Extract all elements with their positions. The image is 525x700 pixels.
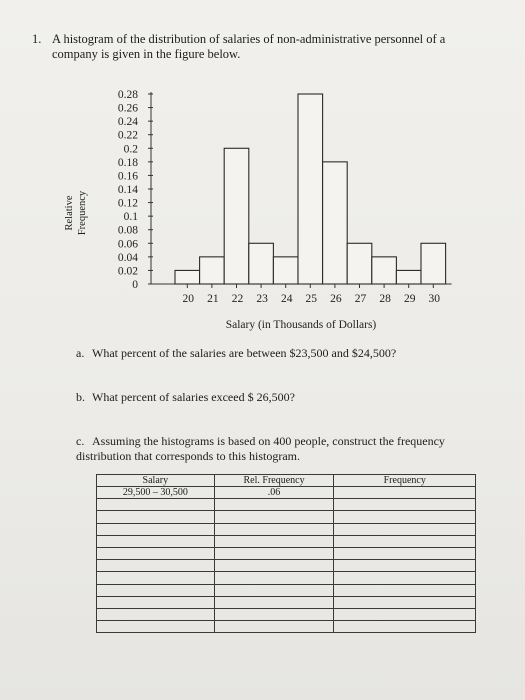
y-tick-label: 0.2 [123,143,138,156]
table-cell [214,511,334,523]
x-tick-label: 30 [428,293,441,305]
table-cell [214,596,334,608]
table-cell [214,523,334,535]
y-tick-label: 0.16 [117,170,138,183]
table-row [97,596,476,608]
table-row [97,487,476,499]
table-cell [334,560,476,572]
x-tick-label: 21 [207,293,219,305]
table-cell [214,608,334,620]
x-tick-label: 24 [280,293,293,305]
x-axis-title: Salary (in Thousands of Dollars) [225,319,377,331]
table-cell [334,499,476,511]
part-b-text: What percent of salaries exceed $ 26,500? [92,390,295,404]
table-header-row [97,475,476,487]
histogram-bar [175,270,200,284]
table-cell [97,547,215,559]
x-tick-label: 27 [354,293,367,305]
part-a [76,346,396,361]
y-tick-label: 0.24 [117,116,138,129]
y-tick-label: 0.22 [117,129,138,142]
table-cell [334,523,476,535]
histogram-bar [372,257,397,284]
table-cell [97,535,215,547]
table-cell [97,584,215,596]
histogram-bar [224,148,249,284]
x-tick-label: 22 [231,293,244,305]
table-row [97,584,476,596]
table-cell [214,584,334,596]
table-row [97,621,476,633]
header-frequency: Frequency [334,475,476,487]
table-row [97,535,476,547]
table-cell [214,572,334,584]
y-tick-label: 0.28 [117,89,138,101]
table-row [97,608,476,620]
histogram-bar [273,257,298,284]
table-row [97,560,476,572]
histogram-bar [396,270,421,284]
y-tick-label: 0.12 [117,197,138,210]
table-cell [214,560,334,572]
table-cell [214,499,334,511]
question-number: 1. [32,32,42,46]
question-text: A histogram of the distribution of salaries of non-administrative personnel of a company is given in the figure below. [52,32,446,61]
table-cell [97,560,215,572]
histogram-bar [421,243,446,284]
header-rel-frequency: Rel. Frequency [214,475,334,487]
y-tick-label: 0.14 [117,184,138,196]
y-axis-title-line1: Relative [64,195,75,231]
table-cell [334,547,476,559]
table-cell [334,596,476,608]
part-b-letter: b. [76,390,85,404]
table-cell [97,499,215,511]
header-salary: Salary [97,475,215,487]
histogram-bar [249,243,274,284]
table-cell [214,535,334,547]
x-tick-label: 29 [403,293,416,305]
y-tick-label: 0.26 [117,102,138,115]
x-tick-label: 28 [379,293,391,305]
x-tick-label: 26 [330,293,342,305]
table-row [97,511,476,523]
table-cell [214,621,334,633]
table-cell [214,547,334,559]
y-tick-label: 0.18 [117,156,138,169]
table-cell [334,487,476,499]
table-row [97,572,476,584]
histogram-bar [347,243,372,284]
y-tick-label: 0.04 [117,251,138,264]
part-a-text: What percent of the salaries are between $23,500 and $24,500? [92,346,397,360]
table-row [97,523,476,535]
table-cell [334,535,476,547]
table-row [97,547,476,559]
histogram-bar [200,257,225,284]
x-tick-label: 25 [305,293,318,305]
histogram-bar [323,162,348,284]
table-cell [97,511,215,523]
y-tick-label: 0.08 [117,224,138,237]
x-tick-label: 23 [256,293,268,305]
table-cell [97,596,215,608]
part-c [76,434,476,464]
table-cell [97,523,215,535]
table-cell [334,608,476,620]
y-tick-label: 0.02 [117,265,138,278]
table-cell [334,621,476,633]
table-row [97,499,476,511]
table-cell: .06 [214,487,334,499]
part-c-text: Assuming the histograms is based on 400 people, construct the frequency distribution that corresponds to this histogram. [76,434,445,463]
y-tick-label: 0 [132,279,138,291]
table-cell [334,584,476,596]
table-cell [97,572,215,584]
table-cell [334,511,476,523]
y-tick-label: 0.06 [117,238,138,251]
y-axis-title-line2: Frequency [77,190,88,236]
y-tick-label: 0.1 [123,211,138,224]
table-cell [97,608,215,620]
frequency-table [96,474,476,633]
table-cell [97,621,215,633]
part-c-letter: c. [76,434,85,448]
part-a-letter: a. [76,346,85,360]
part-b [76,390,295,405]
table-cell: 29,500 – 30,500 [97,487,215,499]
histogram-bar [298,94,323,284]
table-cell [334,572,476,584]
x-tick-label: 20 [182,293,195,305]
